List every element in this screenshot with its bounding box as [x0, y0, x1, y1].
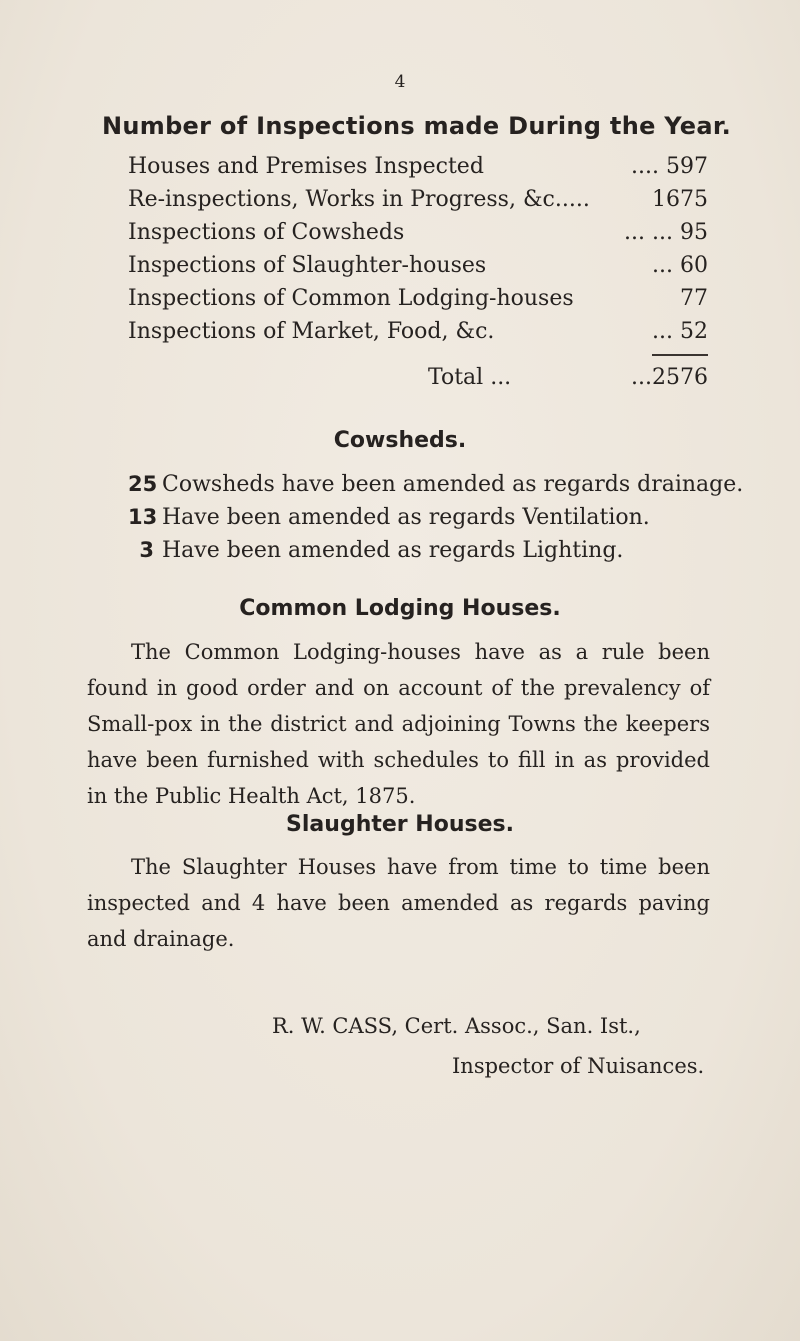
inspection-label: Inspections of Market, Food, &c. [128, 319, 495, 344]
cowsheds-heading: Cowsheds. [333, 428, 467, 453]
inspection-row [128, 286, 708, 316]
inspections-heading: Number of Inspections made During the Year. [102, 112, 731, 140]
cowshed-text: Have been amended as regards Ventilation. [162, 505, 650, 530]
cowshed-item [128, 505, 650, 537]
total-value: ...2576 [631, 365, 708, 390]
slaughter-heading: Slaughter Houses. [286, 812, 514, 837]
total-label: Total ... [428, 365, 512, 390]
cowshed-count: 3 [139, 538, 154, 562]
inspection-value: ... 60 [652, 253, 708, 278]
inspection-value: .... 597 [631, 154, 708, 179]
cowshed-text: Cowsheds have been amended as regards drainage. [162, 472, 744, 497]
total-rule [652, 354, 708, 356]
inspection-value: 77 [680, 286, 708, 311]
slaughter-paragraph: The Slaughter Houses have from time to time been inspected and 4 have been amended as regards paving and drainage. [87, 855, 710, 951]
inspection-value: ... 52 [652, 319, 708, 344]
inspection-value: 1675 [652, 187, 708, 212]
inspection-label: Inspections of Slaughter-houses [128, 253, 487, 278]
inspection-label: Inspections of Cowsheds [128, 220, 405, 245]
inspection-row [128, 253, 708, 283]
inspection-label: Houses and Premises Inspected [128, 154, 484, 179]
inspection-row [128, 187, 708, 217]
inspection-label: Inspections of Common Lodging-houses [128, 286, 574, 311]
lodging-heading: Common Lodging Houses. [239, 596, 561, 621]
cowshed-count: 25 [128, 472, 158, 496]
inspection-label: Re-inspections, Works in Progress, &c..... [128, 187, 590, 212]
cowshed-count: 13 [128, 505, 158, 529]
signature-name: R. W. CASS, Cert. Assoc., San. Ist., [272, 1014, 641, 1038]
lodging-paragraph: The Common Lodging-houses have as a rule been found in good order and on account of the prevalency of Small-pox in the district and adjoining Towns the keepers have been furnished with schedules to fill in as provided in the Public Health Act, 1875. [87, 640, 710, 808]
inspection-row [128, 154, 708, 184]
inspection-row [128, 220, 708, 250]
cowshed-text: Have been amended as regards Lighting. [162, 538, 624, 563]
page-number: 4 [394, 72, 406, 92]
cowshed-item [128, 538, 623, 570]
inspection-row [128, 319, 708, 349]
cowshed-item [128, 472, 743, 504]
signature-title: Inspector of Nuisances. [452, 1054, 705, 1078]
inspection-value: ... ... 95 [624, 220, 708, 245]
